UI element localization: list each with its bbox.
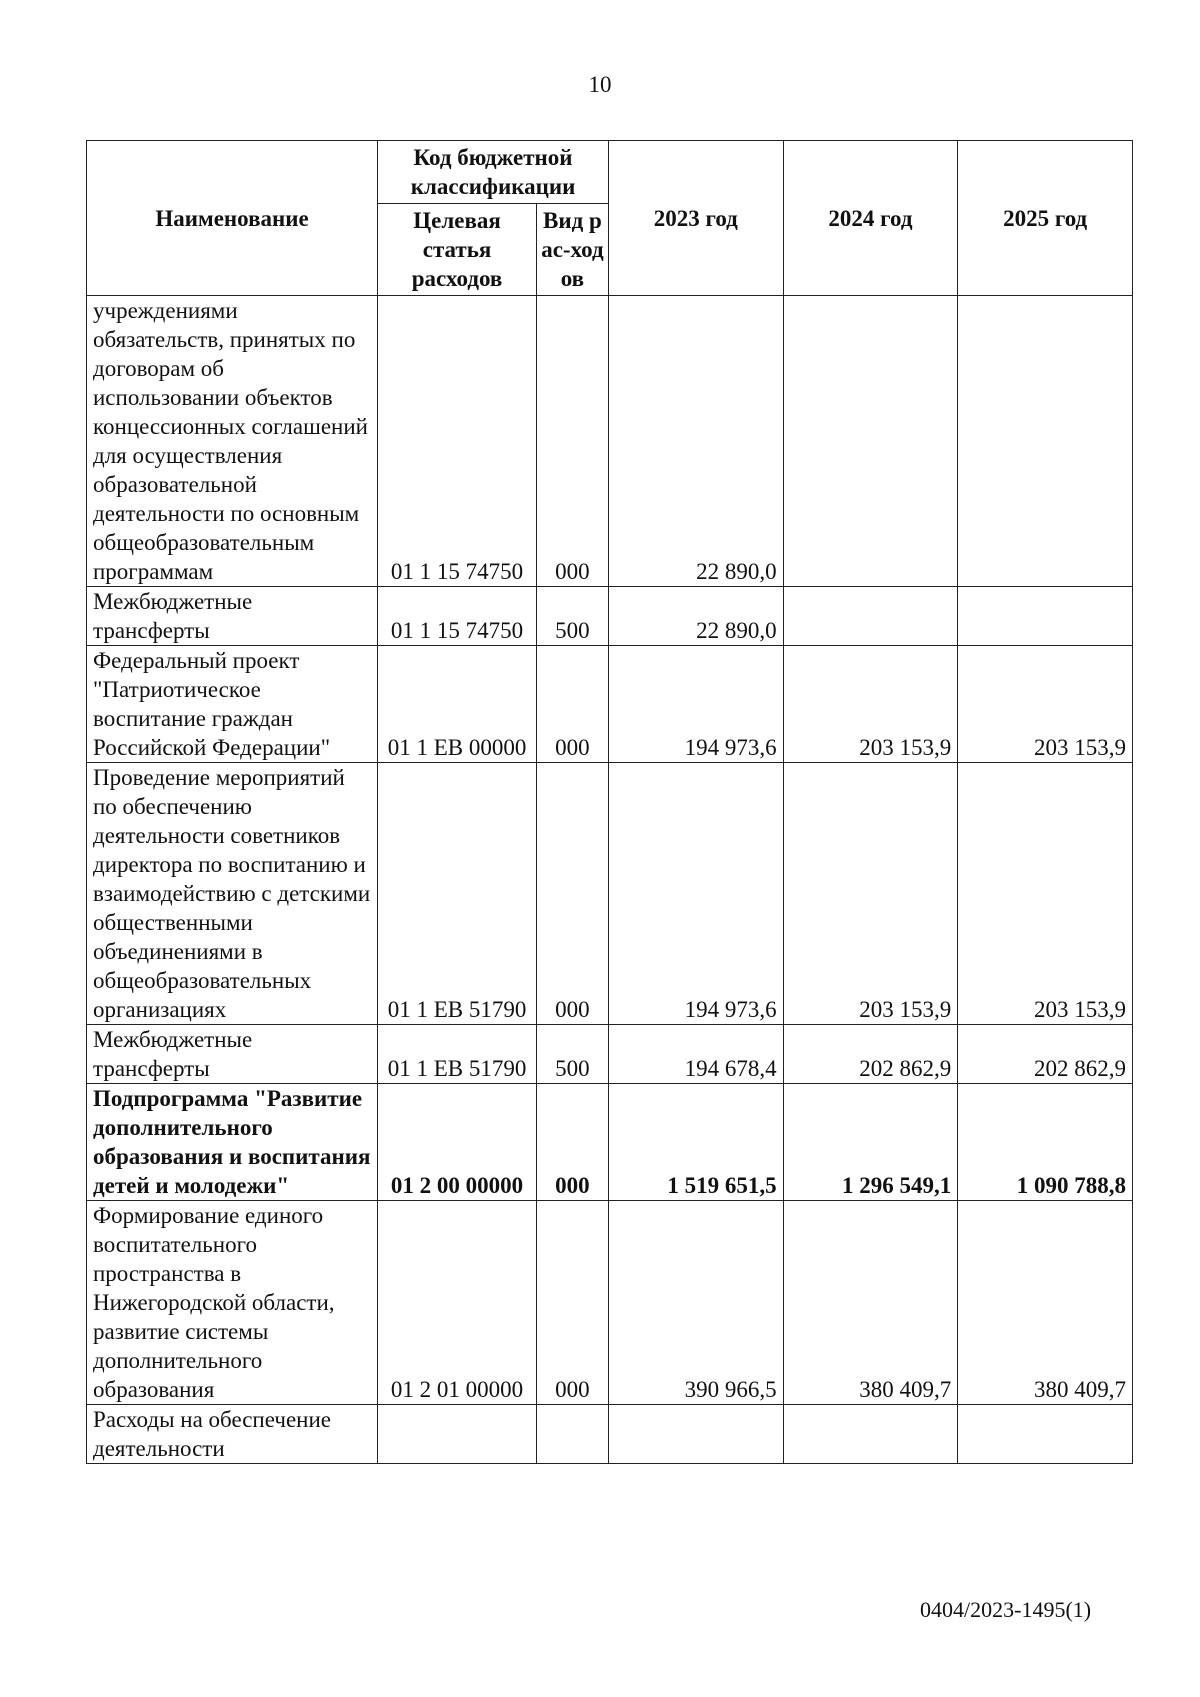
row-2024: 203 153,9 [783,763,958,1025]
row-2024: 1 296 549,1 [783,1084,958,1201]
header-kind: Вид рас-ходов [536,204,608,296]
row-code: 01 1 15 74750 [378,587,537,646]
row-2023: 22 890,0 [608,296,783,587]
row-kind: 000 [536,646,608,763]
row-2023: 194 973,6 [608,646,783,763]
row-2025 [958,587,1133,646]
row-2023: 194 678,4 [608,1025,783,1084]
table-row [87,587,1133,646]
row-2024: 380 409,7 [783,1201,958,1405]
header-2024: 2024 год [783,141,958,296]
row-code [378,1405,537,1464]
row-code: 01 1 ЕВ 51790 [378,1025,537,1084]
header-row-1 [87,141,1133,204]
row-name: Проведение мероприятий по обеспечению деятельности советников директора по воспитанию и взаимодействию с детскими общественными объединениями в общеобразовательных организациях [87,763,378,1025]
table-row [87,1405,1133,1464]
header-2023: 2023 год [608,141,783,296]
header-target: Целевая статья расходов [378,204,537,296]
row-code: 01 2 00 00000 [378,1084,537,1201]
row-name: Межбюджетные трансферты [87,1025,378,1084]
table-row [87,763,1133,1025]
row-kind [536,1405,608,1464]
row-2023: 390 966,5 [608,1201,783,1405]
row-code: 01 1 15 74750 [378,296,537,587]
row-2025: 1 090 788,8 [958,1084,1133,1201]
row-name: Подпрограмма "Развитие дополнительного образования и воспитания детей и молодежи" [87,1084,378,1201]
row-name: Межбюджетные трансферты [87,587,378,646]
row-2024 [783,296,958,587]
budget-table [86,140,1133,1464]
row-2023: 22 890,0 [608,587,783,646]
page-number: 10 [588,72,612,97]
row-2024: 202 862,9 [783,1025,958,1084]
row-kind: 500 [536,1025,608,1084]
row-2025 [958,1405,1133,1464]
row-kind: 000 [536,1201,608,1405]
row-code: 01 1 ЕВ 51790 [378,763,537,1025]
header-group: Код бюджетной классификации [378,141,609,204]
row-code: 01 2 01 00000 [378,1201,537,1405]
table-row [87,646,1133,763]
row-2025: 203 153,9 [958,763,1133,1025]
table-row-subprogram [87,1084,1133,1201]
row-kind: 000 [536,296,608,587]
row-2025: 202 862,9 [958,1025,1133,1084]
row-2025: 203 153,9 [958,646,1133,763]
table-row [87,1201,1133,1405]
row-2024 [783,1405,958,1464]
row-name: Федеральный проект "Патриотическое воспитание граждан Российской Федерации" [87,646,378,763]
row-kind: 000 [536,1084,608,1201]
row-2024 [783,587,958,646]
row-2025 [958,296,1133,587]
row-2023: 1 519 651,5 [608,1084,783,1201]
row-2024: 203 153,9 [783,646,958,763]
row-kind: 500 [536,587,608,646]
row-2023: 194 973,6 [608,763,783,1025]
row-2023 [608,1405,783,1464]
row-code: 01 1 ЕВ 00000 [378,646,537,763]
table-row [87,1025,1133,1084]
row-kind: 000 [536,763,608,1025]
document-code: 0404/2023-1495(1) [920,1597,1092,1622]
header-name: Наименование [87,141,378,296]
table-row [87,296,1133,587]
row-2025: 380 409,7 [958,1201,1133,1405]
header-2025: 2025 год [958,141,1133,296]
row-name: Расходы на обеспечение деятельности [87,1405,378,1464]
row-name: учреждениями обязательств, принятых по договорам об использовании объектов концессионных соглашений для осуществления образовательной деятельности по основным общеобразовательным программам [87,296,378,587]
row-name: Формирование единого воспитательного пространства в Нижегородской области, развитие системы дополнительного образования [87,1201,378,1405]
